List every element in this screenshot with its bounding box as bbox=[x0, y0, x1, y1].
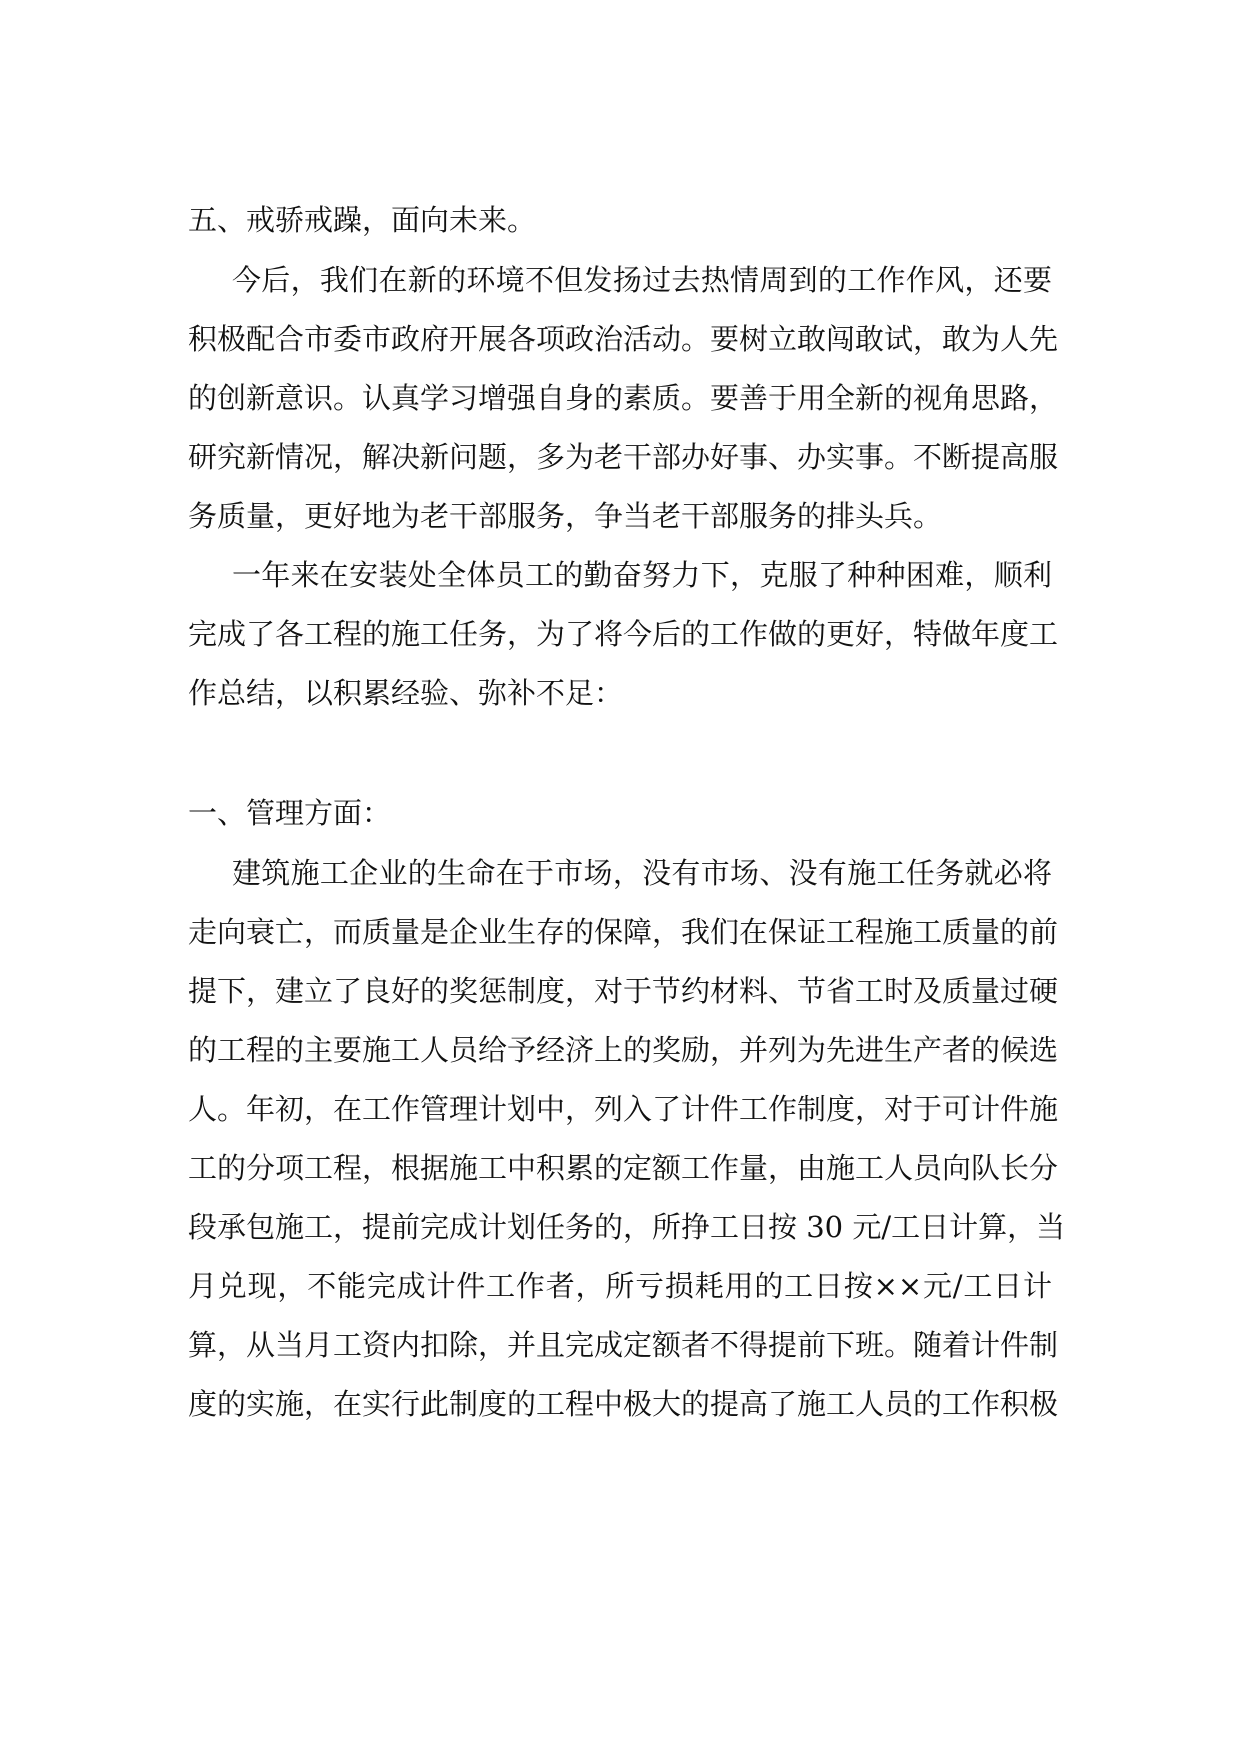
text-line: 工的分项工程，根据施工中积累的定额工作量，由施工人员向队长分 bbox=[188, 1151, 1059, 1185]
text-line: 走向衰亡，而质量是企业生存的保障，我们在保证工程施工质量的前 bbox=[188, 915, 1059, 949]
paragraph-line bbox=[0, 247, 1241, 313]
paragraph-line bbox=[0, 840, 1241, 906]
text-line: 段承包施工，提前完成计划任务的，所挣工日按 30 元/工日计算，当 bbox=[188, 1210, 1066, 1244]
paragraph-line bbox=[0, 1017, 1241, 1083]
paragraph-line bbox=[0, 660, 1241, 726]
text-line: 建筑施工企业的生命在于市场，没有市场、没有施工任务就必将 bbox=[232, 856, 1052, 890]
text-line: 研究新情况，解决新问题，多为老干部办好事、办实事。不断提高服 bbox=[188, 440, 1059, 474]
text-line: 今后，我们在新的环境不但发扬过去热情周到的工作作风，还要 bbox=[232, 263, 1052, 297]
text-line: 五、戒骄戒躁，面向未来。 bbox=[188, 203, 537, 237]
paragraph-line bbox=[0, 601, 1241, 667]
text-line: 提下，建立了良好的奖惩制度，对于节约材料、节省工时及质量过硬 bbox=[188, 974, 1059, 1008]
text-line: 度的实施，在实行此制度的工程中极大的提高了施工人员的工作积极 bbox=[188, 1387, 1059, 1421]
text-line: 的创新意识。认真学习增强自身的素质。要善于用全新的视角思路， bbox=[188, 381, 1059, 415]
text-line: 一、管理方面： bbox=[188, 796, 392, 830]
text-line: 的工程的主要施工人员给予经济上的奖励，并列为先进生产者的候选 bbox=[188, 1033, 1059, 1067]
paragraph-line bbox=[0, 365, 1241, 431]
text-line: 完成了各工程的施工任务，为了将今后的工作做的更好，特做年度工 bbox=[188, 617, 1059, 651]
section-heading-one bbox=[0, 780, 1241, 846]
text-line: 算，从当月工资内扣除，并且完成定额者不得提前下班。随着计件制 bbox=[188, 1328, 1059, 1362]
text-line: 作总结，以积累经验、弥补不足： bbox=[188, 676, 624, 710]
section-heading-five bbox=[0, 187, 1241, 253]
text-line: 积极配合市委市政府开展各项政治活动。要树立敢闯敢试，敢为人先 bbox=[188, 322, 1059, 356]
paragraph-line bbox=[0, 542, 1241, 608]
paragraph-line bbox=[0, 1135, 1241, 1201]
paragraph-line bbox=[0, 958, 1241, 1024]
paragraph-line bbox=[0, 1194, 1241, 1260]
text-line: 务质量，更好地为老干部服务，争当老干部服务的排头兵。 bbox=[188, 499, 943, 533]
text-line: 一年来在安装处全体员工的勤奋努力下，克服了种种困难，顺利 bbox=[232, 558, 1052, 592]
paragraph-line bbox=[0, 1076, 1241, 1142]
paragraph-line bbox=[0, 1312, 1241, 1378]
paragraph-line bbox=[0, 1253, 1241, 1319]
text-line: 人。年初，在工作管理计划中，列入了计件工作制度，对于可计件施 bbox=[188, 1092, 1059, 1126]
paragraph-line bbox=[0, 424, 1241, 490]
paragraph-line bbox=[0, 483, 1241, 549]
paragraph-line bbox=[0, 306, 1241, 372]
text-line: 月兑现，不能完成计件工作者，所亏损耗用的工日按××元/工日计 bbox=[188, 1269, 1052, 1303]
paragraph-line bbox=[0, 1371, 1241, 1437]
paragraph-line bbox=[0, 899, 1241, 965]
